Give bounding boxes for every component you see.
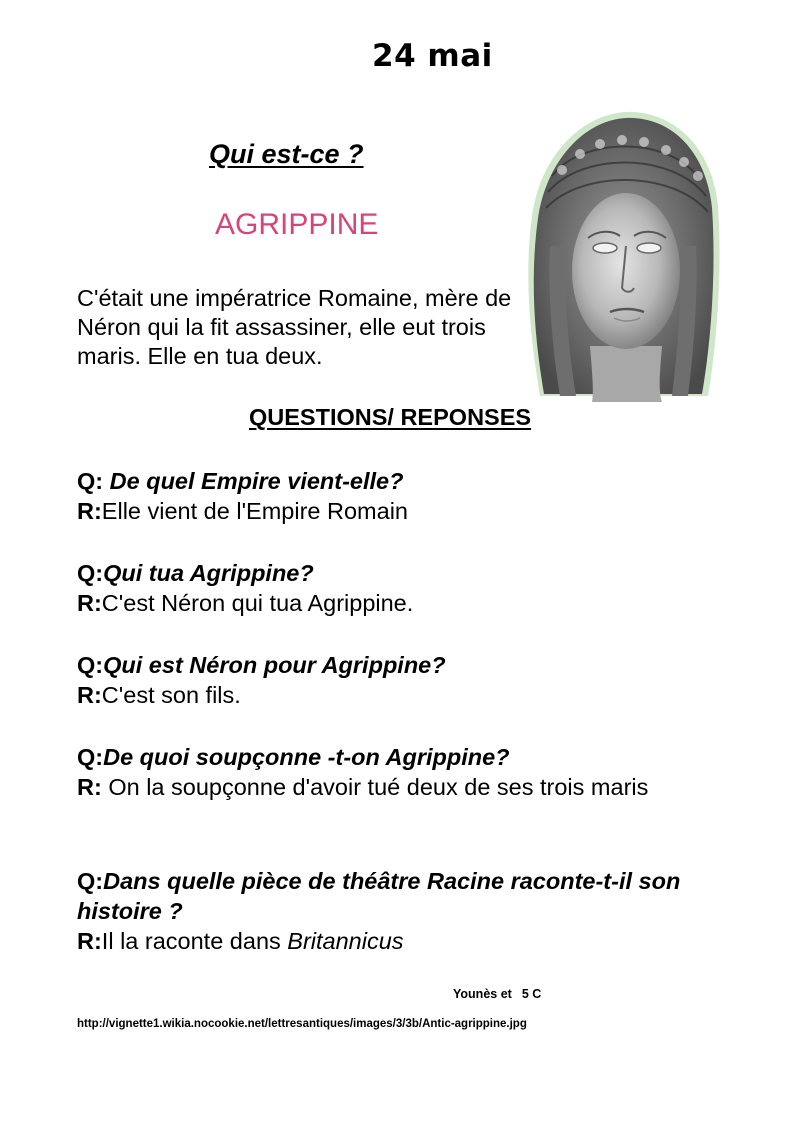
author-names: Younès et (453, 987, 512, 1001)
qa-item (77, 866, 727, 956)
answer-line (77, 680, 737, 710)
answer-play-title: Britannicus (287, 928, 404, 954)
page-date: 24 mai (372, 38, 493, 74)
answer-label: R: (77, 682, 102, 708)
question-line (77, 742, 667, 772)
agrippine-bust-image (522, 96, 724, 402)
page-title: Qui est-ce ? (209, 139, 364, 169)
question-text: De quel Empire vient-elle? (109, 468, 404, 494)
class-label: 5 C (521, 987, 542, 1001)
question-text: Qui est Néron pour Agrippine? (103, 652, 446, 678)
answer-text: C'est son fils. (101, 682, 241, 708)
question-label: Q: (77, 652, 104, 678)
qa-item (77, 742, 667, 802)
question-line (77, 866, 727, 926)
qa-item (77, 466, 737, 526)
qa-item (77, 558, 737, 618)
image-source-url: http://vignette1.wikia.nocookie.net/lettresantiques/images/3/3b/Antic-agrippine.jpg (77, 1018, 527, 1030)
question-text: De quoi soupçonne -t-on Agrippine? (103, 744, 510, 770)
question-line (77, 558, 737, 588)
author-credit (453, 987, 541, 1001)
qa-heading: QUESTIONS/ REPONSES (249, 404, 532, 430)
answer-line (77, 588, 737, 618)
question-label: Q: (77, 744, 104, 770)
answer-line (77, 772, 667, 802)
answer-label: R: (77, 774, 102, 800)
answer-label: R: (77, 498, 102, 524)
answer-label: R: (77, 928, 102, 954)
question-line (77, 650, 737, 680)
answer-text: C'est Néron qui tua Agrippine. (101, 590, 414, 616)
question-text: Dans quelle pièce de théâtre Racine raconte-t-il son histoire ? (77, 868, 681, 924)
question-label: Q: (77, 560, 104, 586)
subject-name: AGRIPPINE (215, 208, 379, 241)
answer-text: Elle vient de l'Empire Romain (101, 498, 408, 524)
answer-text: On la soupçonne d'avoir tué deux de ses trois maris (101, 774, 649, 800)
answer-label: R: (77, 590, 102, 616)
answer-line (77, 496, 737, 526)
question-line (77, 466, 737, 496)
question-label: Q: (77, 868, 104, 894)
question-label: Q: (77, 468, 110, 494)
qa-item (77, 650, 737, 710)
intro-paragraph: C'était une impératrice Romaine, mère de Néron qui la fit assassiner, elle eut trois maris. Elle en tua deux. (77, 285, 512, 369)
answer-line (77, 926, 727, 956)
question-text: Qui tua Agrippine? (103, 560, 314, 586)
answer-text: Il la raconte dans (101, 928, 288, 954)
